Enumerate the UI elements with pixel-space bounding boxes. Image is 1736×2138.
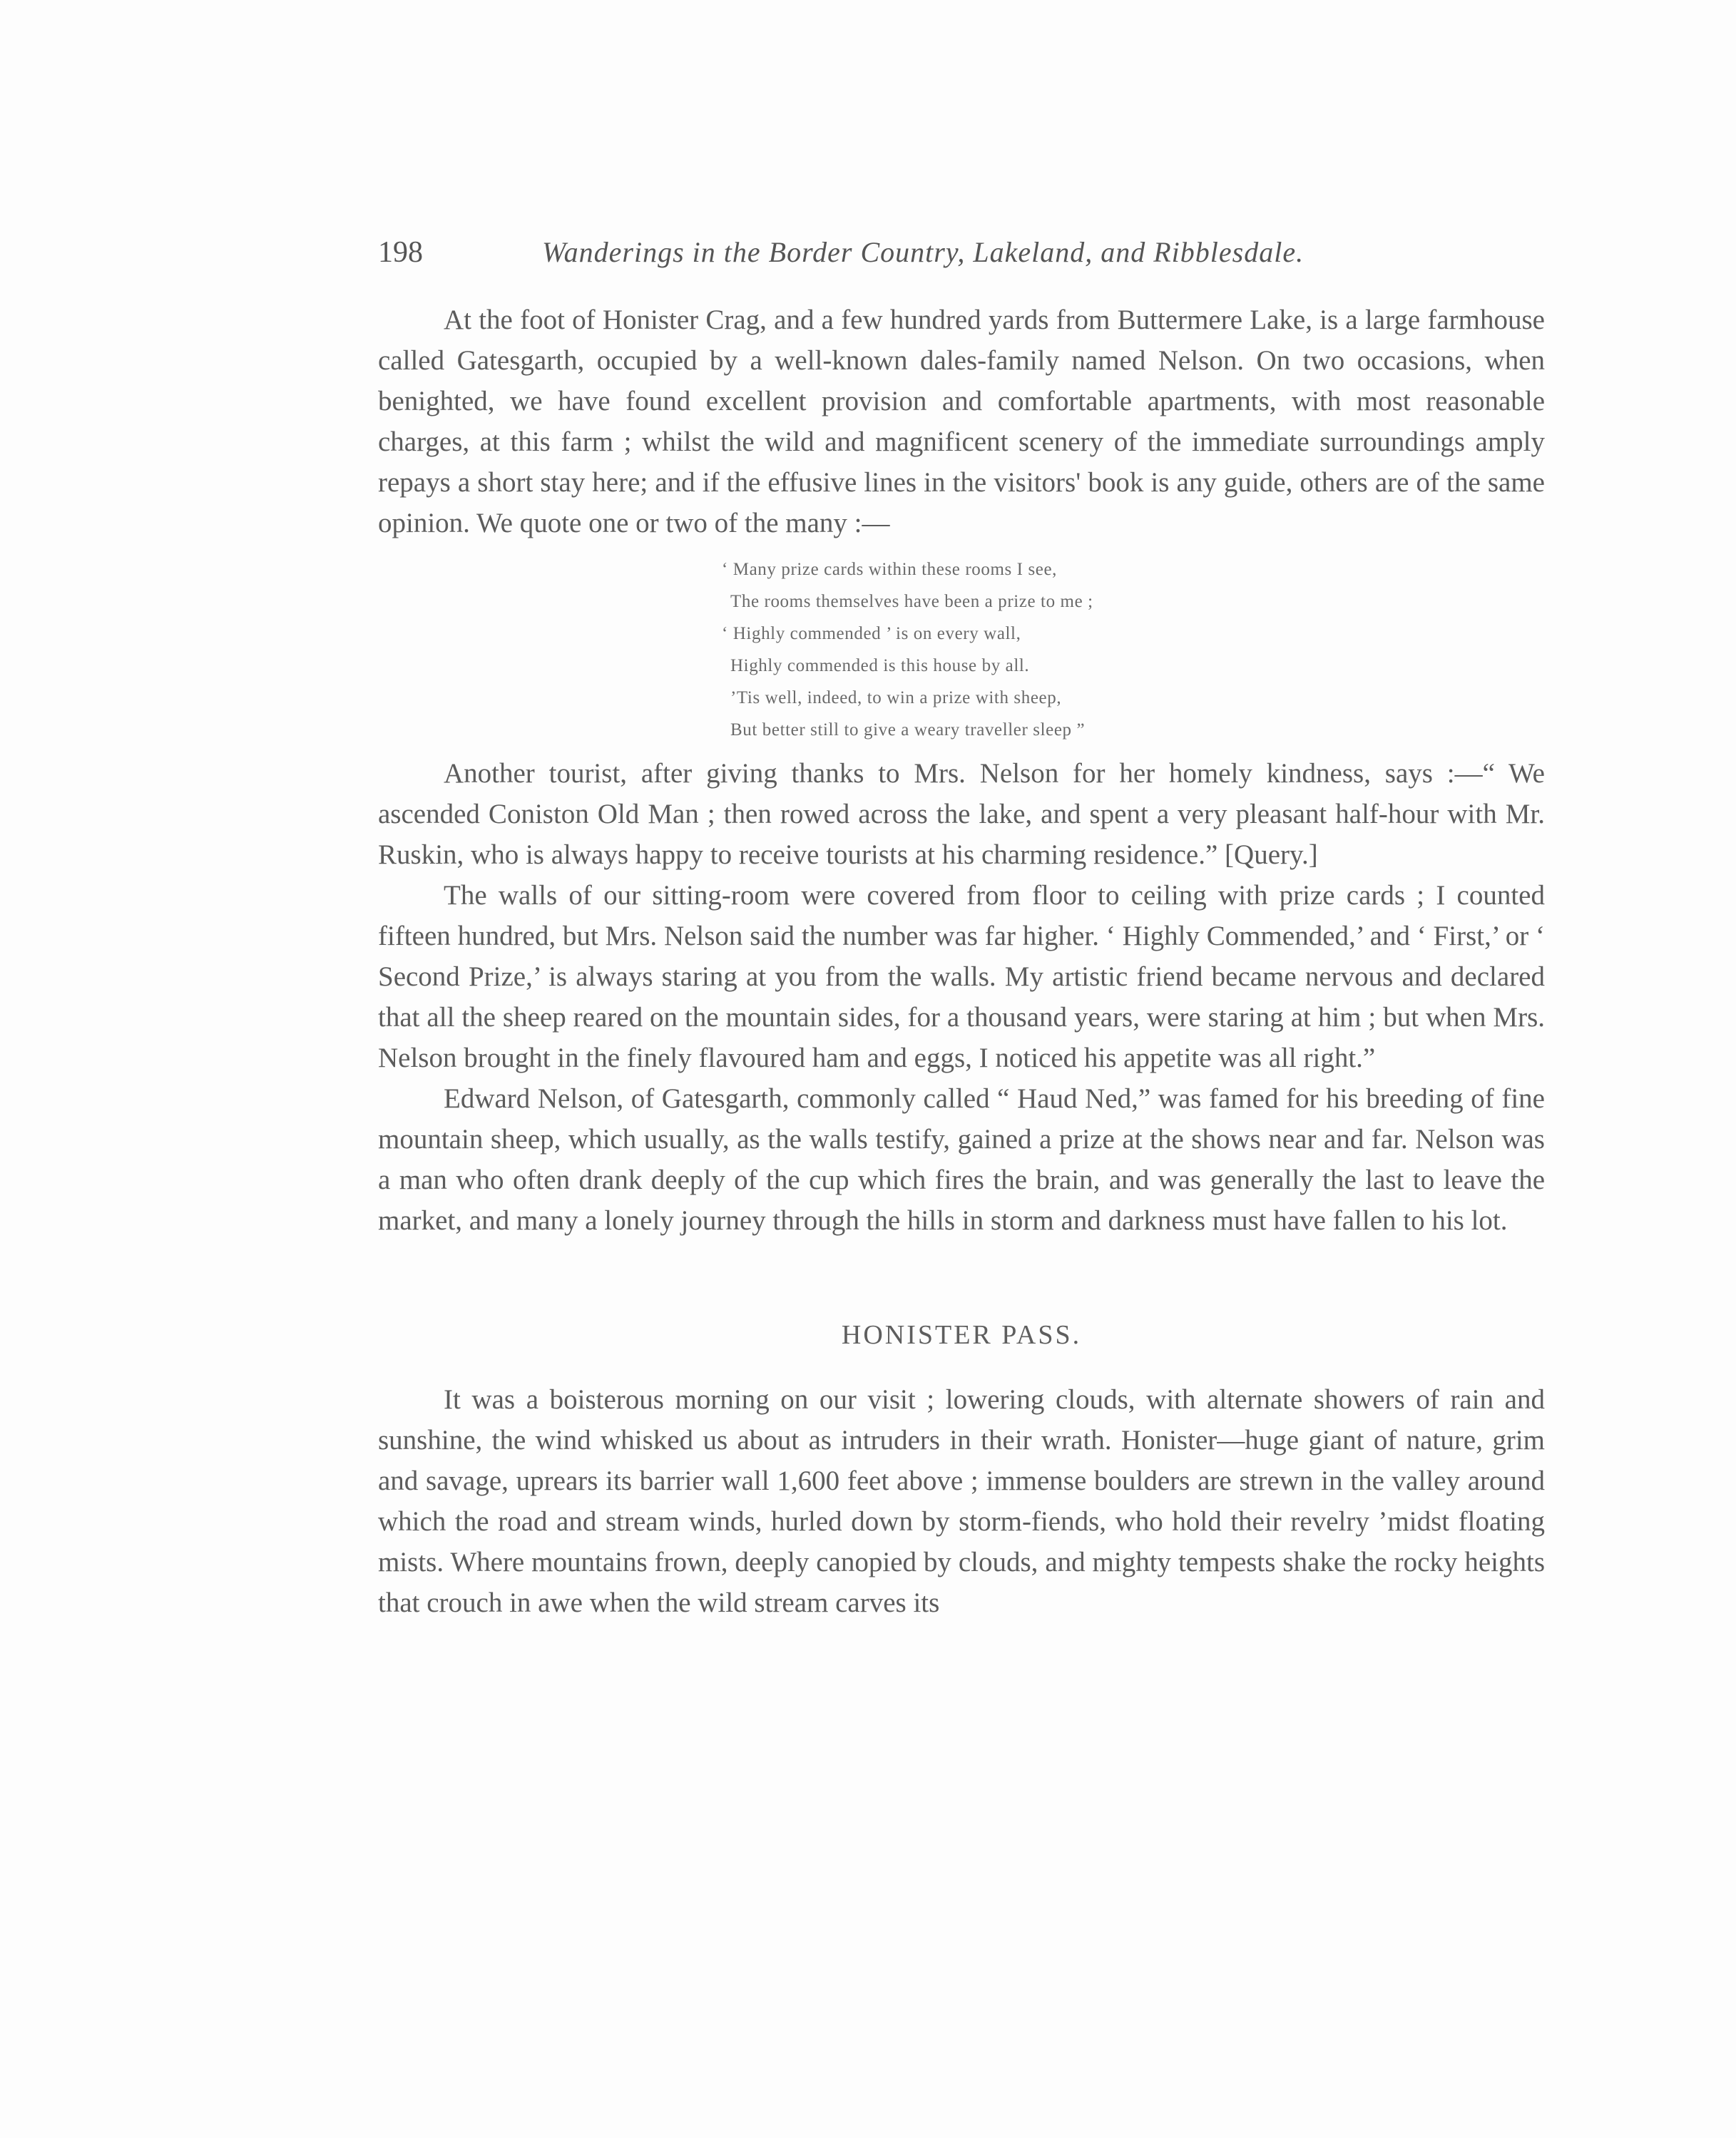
paragraph-prize-cards: The walls of our sitting-room were covered from floor to ceiling with prize cards ; I counted fifteen hundred, but Mrs. Nelson said the number was far higher. ‘ Highly Commended,’ and ‘ First,’ or ‘ Second Prize,’ is always staring at you from the walls. My artistic friend became nervous and declared that all the sheep reared on the mountain sides, for a thousand years, were staring at him ; but when Mrs. Nelson brought in the finely flavoured ham and eggs, I noticed his appetite was all right.” [378, 880, 1545, 1073]
verse-quotation [722, 553, 1545, 746]
paragraph-another-tourist: Another tourist, after giving thanks to Mrs. Nelson for her homely kindness, says :—“ We ascended Coniston Old Man ; then rowed across the lake, and spent a very pleasant half-hour with Mr. Ruskin, who is always happy to receive tourists at his charming residence.” [Query.] [378, 758, 1545, 870]
section-heading: HONISTER PASS. [841, 1320, 1082, 1350]
body-text [378, 300, 1545, 1623]
paragraph-honister-pass: It was a boisterous morning on our visit ; lowering clouds, with alternate showers of rain and sunshine, the wind whisked us about as intruders in their wrath. Honister—huge giant of nature, grim and savage, uprears its barrier wall 1,600 feet above ; immense boulders are strewn in the valley around which the road and stream winds, hurled down by storm-fiends, who hold their revelry ’midst floating mists. Where mountains frown, deeply canopied by clouds, and mighty tempests shake the rocky heights that crouch in awe when the wild stream carves its [378, 1384, 1545, 1618]
running-title: Wanderings in the Border Country, Lakeland, and Ribblesdale. [542, 236, 1304, 268]
verse-line: ‘ Many prize cards within these rooms I see, [722, 560, 1058, 579]
verse-line: ’Tis well, indeed, to win a prize with sheep, [730, 688, 1062, 707]
page-number: 198 [378, 236, 423, 269]
verse-line: ‘ Highly commended ’ is on every wall, [722, 624, 1021, 643]
running-head [378, 235, 1545, 270]
paragraph-edward-nelson: Edward Nelson, of Gatesgarth, commonly called “ Haud Ned,” was famed for his breeding of fine mountain sheep, which usually, as the walls testify, gained a prize at the shows near and far. Nelson was a man who often drank deeply of the cup which fires the brain, and was generally the last to leave the market, and many a lonely journey through the hills in storm and darkness must have fallen to his lot. [378, 1083, 1545, 1236]
paragraph-gatesgarth: At the foot of Honister Crag, and a few hundred yards from Buttermere Lake, is a large farmhouse called Gatesgarth, occupied by a well-known dales-family named Nelson. On two occasions, when benighted, we have found excellent provision and comfortable apartments, with most reasonable charges, at this farm ; whilst the wild and magnificent scenery of the immediate surroundings amply repays a short stay here; and if the effusive lines in the visitors' book is any guide, others are of the same opinion. We quote one or two of the many :— [378, 305, 1545, 538]
verse-line: Highly commended is this house by all. [730, 656, 1030, 675]
verse-line: The rooms themselves have been a prize to me ; [730, 592, 1093, 611]
verse-line: But better still to give a weary traveller sleep ” [730, 720, 1086, 740]
book-page [378, 235, 1545, 1623]
